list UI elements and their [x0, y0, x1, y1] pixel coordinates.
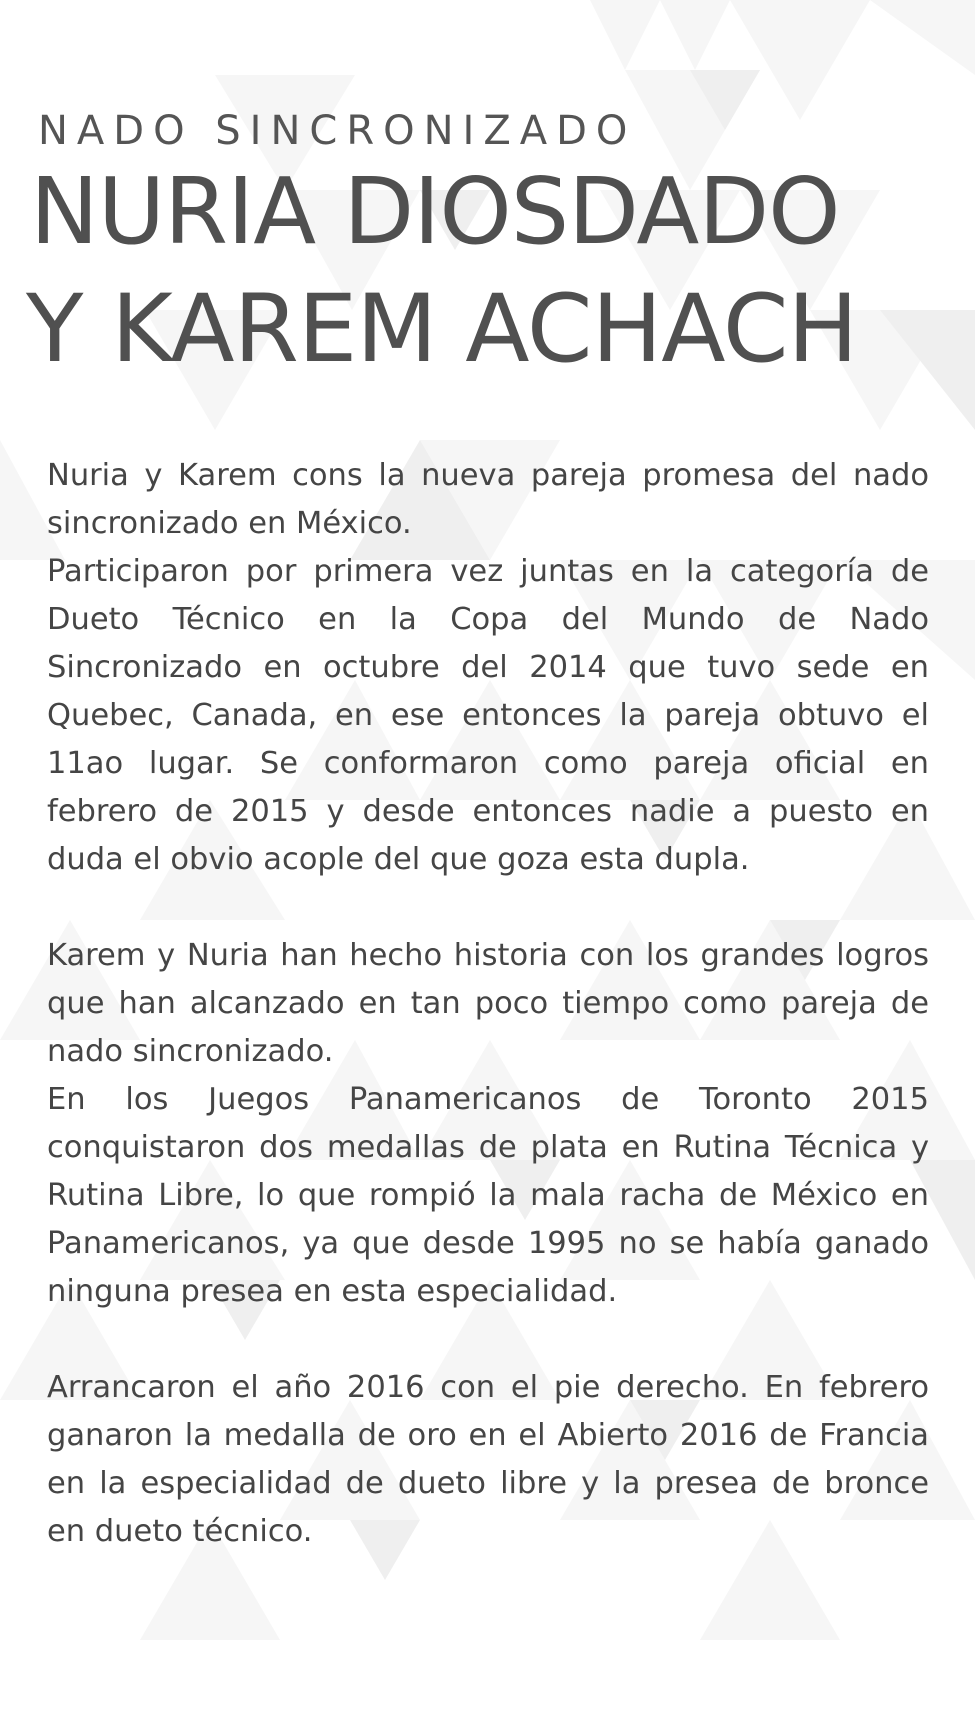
paragraph-5: Arrancaron el año 2016 con el pie derecho. En febrero ganaron la medalla de oro en el Abierto 2016 de Francia en la especialidad de dueto libre y la presea de bronce en dueto técnico.: [47, 1370, 929, 1549]
paragraph-2: Participaron por primera vez juntas en la categoría de Dueto Técnico en la Copa del Mundo de Nado Sincronizado en octubre del 2014 que tuvo sede en Quebec, Canada, en ese entonces la pareja obtuvo el 11ao lugar. Se conformaron como pareja oficial en febrero de 2015 y desde entonces nadie a puesto en duda el obvio acople del que goza esta dupla.: [47, 554, 929, 877]
paragraph-4: En los Juegos Panamericanos de Toronto 2015 conquistaron dos medallas de plata en Rutina Técnica y Rutina Libre, lo que rompió la mala racha de México en Panamericanos, ya que desde 1995 no se había ganado ninguna presea en esta especialidad.: [47, 1082, 929, 1309]
headline-line-1: NURIA DIOSDADO: [30, 158, 840, 265]
section-kicker: NADO SINCRONIZADO: [38, 108, 637, 154]
article-body: [47, 452, 929, 1556]
headline-line-2: Y KAREM ACHACH: [26, 275, 858, 384]
paragraph-1: Nuria y Karem cons la nueva pareja promesa del nado sincronizado en México.: [47, 458, 929, 541]
paragraph-3: Karem y Nuria han hecho historia con los grandes logros que han alcanzado en tan poco tiempo como pareja de nado sincronizado.: [47, 938, 929, 1069]
